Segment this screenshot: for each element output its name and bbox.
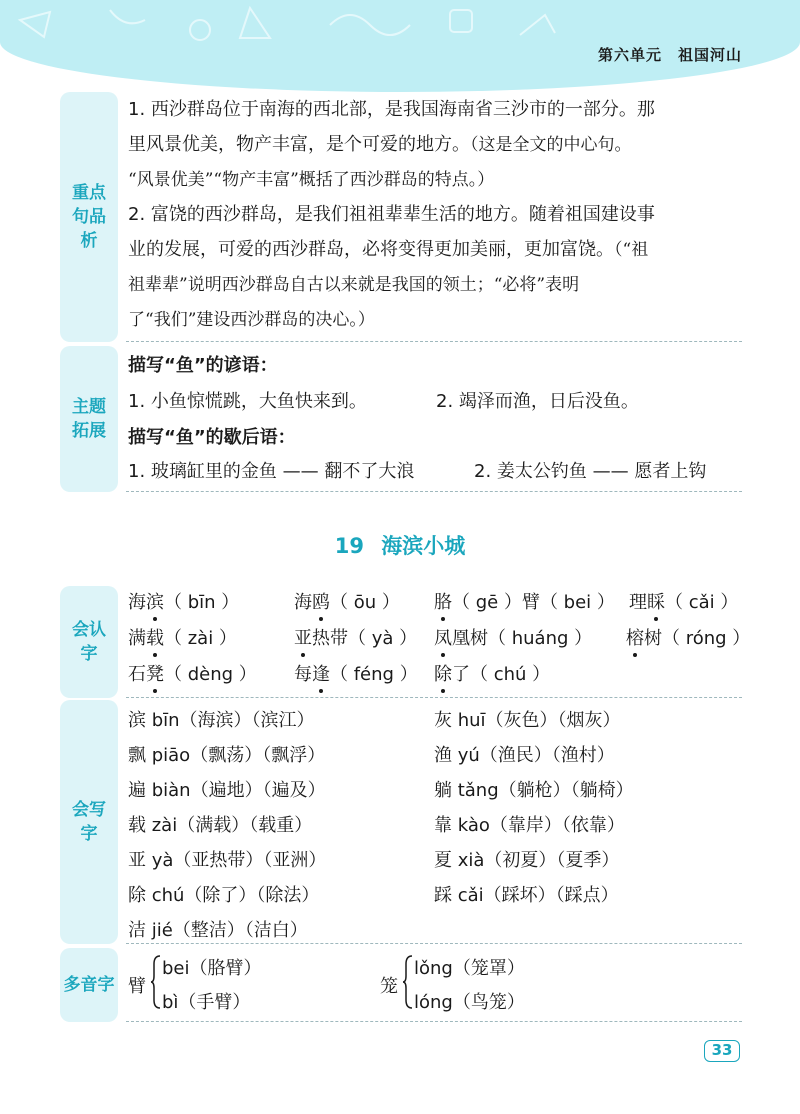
key-sentences-content xyxy=(126,92,742,342)
line-note: 了“我们”建设西沙群岛的决心。） xyxy=(128,310,375,330)
line-text: 1. 西沙群岛位于南海的西北部，是我国海南省三沙市的一部分。那 xyxy=(128,99,655,120)
xiehouyu-item: 2. 姜太公钓鱼 —— 愿者上钩 xyxy=(474,461,707,482)
header-band xyxy=(0,0,800,92)
key-sentence-line xyxy=(128,302,375,338)
polyphonic-label: 多音字 xyxy=(63,975,115,995)
line-note: 祖辈辈”说明西沙群岛自古以来就是我国的领土；“必将”表明 xyxy=(128,275,580,295)
brace-icon xyxy=(150,954,162,1010)
proverb-item: 2. 竭泽而渔，日后没鱼。 xyxy=(436,391,639,412)
polyphonic-content xyxy=(126,948,742,1022)
lesson-title xyxy=(0,530,800,560)
polyphonic-char: 笼 xyxy=(380,976,398,997)
recognize-label: 会认字 xyxy=(72,620,106,664)
proverb-item: 1. 小鱼惊慌跳，大鱼快来到。 xyxy=(128,391,367,412)
recognize-content xyxy=(126,586,751,698)
theme-content xyxy=(126,346,742,492)
line-text: 里风景优美，物产丰富，是个可爱的地方。 xyxy=(128,134,470,155)
recognize-word: 石凳（ dèng ） xyxy=(128,660,257,686)
theme-label-box xyxy=(60,346,118,492)
write-item: 滨 bīn（海滨）（滨江） xyxy=(128,710,315,731)
line-text: 2. 富饶的西沙群岛，是我们祖祖辈辈生活的地方。随着祖国建设事 xyxy=(128,204,655,225)
write-item: 遍 biàn（遍地）（遍及） xyxy=(128,780,326,801)
write-section xyxy=(60,700,742,944)
write-item: 亚 yà（亚热带）（亚洲） xyxy=(128,850,327,871)
polyphonic-reading: lóng（鸟笼） xyxy=(414,992,525,1013)
write-item: 踩 cǎi（踩坏）（踩点） xyxy=(434,885,619,906)
write-item: 夏 xià（初夏）（夏季） xyxy=(434,850,620,871)
recognize-word: 胳（ gē ）臂（ bei ） xyxy=(434,588,615,614)
polyphonic-reading: bei（胳臂） xyxy=(162,958,262,979)
write-item: 灰 huī（灰色）（烟灰） xyxy=(434,710,621,731)
key-sentence-line xyxy=(128,267,579,303)
proverbs-heading: 描写“鱼”的谚语： xyxy=(128,355,278,376)
polyphonic-section xyxy=(60,948,742,1022)
polyphonic-reading: lǒng（笼罩） xyxy=(414,958,525,979)
unit-title: 第六单元 祖国河山 xyxy=(597,46,742,64)
recognize-word: 海鸥（ ōu ） xyxy=(294,588,400,614)
recognize-section xyxy=(60,586,751,698)
write-item: 飘 piāo（飘荡）（飘浮） xyxy=(128,745,326,766)
page-number: 33 xyxy=(704,1040,740,1062)
key-sentence-line xyxy=(128,232,648,268)
recognize-word: 榕树（ róng ） xyxy=(626,624,750,650)
key-sentence-line xyxy=(128,92,655,128)
write-item: 渔 yú（渔民）（渔村） xyxy=(434,745,615,766)
line-note: “风景优美”“物产丰富”概括了西沙群岛的特点。） xyxy=(128,170,495,190)
key-sentences-section xyxy=(60,92,742,342)
write-item: 除 chú（除了）（除法） xyxy=(128,885,320,906)
recognize-word: 每逢（ féng ） xyxy=(294,660,418,686)
write-item: 靠 kào（靠岸）（依靠） xyxy=(434,815,625,836)
polyphonic-char: 臂 xyxy=(128,976,146,997)
lesson-number: 19 xyxy=(334,534,364,558)
recognize-word: 海滨（ bīn ） xyxy=(128,588,239,614)
recognize-word: 满载（ zài ） xyxy=(128,624,237,650)
theme-label: 主题拓展 xyxy=(72,397,106,441)
key-sentences-label: 重点句品析 xyxy=(72,183,106,251)
brace-icon xyxy=(402,954,414,1010)
recognize-label-box xyxy=(60,586,118,698)
key-sentence-line xyxy=(128,197,655,233)
line-note: （这是全文的中心句。 xyxy=(470,135,632,155)
polyphonic-reading: bì（手臂） xyxy=(162,992,251,1013)
lesson-name: 海滨小城 xyxy=(381,534,466,558)
polyphonic-label-box xyxy=(60,948,118,1022)
xiehouyu-item: 1. 玻璃缸里的金鱼 —— 翻不了大浪 xyxy=(128,461,415,482)
key-sentence-line xyxy=(128,162,494,198)
write-item: 躺 tǎng（躺枪）（躺椅） xyxy=(434,780,634,801)
recognize-word: 除了（ chú ） xyxy=(434,660,550,686)
recognize-word: 理睬（ cǎi ） xyxy=(629,588,738,614)
write-label: 会写字 xyxy=(72,800,106,844)
xiehouyu-heading: 描写“鱼”的歇后语： xyxy=(128,427,296,448)
key-sentence-line xyxy=(128,127,632,163)
key-sentences-label-box xyxy=(60,92,118,342)
theme-section xyxy=(60,346,742,492)
write-content xyxy=(126,700,742,944)
recognize-word: 亚热带（ yà ） xyxy=(294,624,417,650)
line-text: 业的发展，可爱的西沙群岛，必将变得更加美丽，更加富饶。 xyxy=(128,239,614,260)
write-item: 洁 jié（整洁）（洁白） xyxy=(128,920,308,941)
write-label-box xyxy=(60,700,118,944)
write-item: 载 zài（满载）（载重） xyxy=(128,815,313,836)
line-note: （“祖 xyxy=(614,240,649,260)
recognize-word: 凤凰树（ huáng ） xyxy=(434,624,592,650)
